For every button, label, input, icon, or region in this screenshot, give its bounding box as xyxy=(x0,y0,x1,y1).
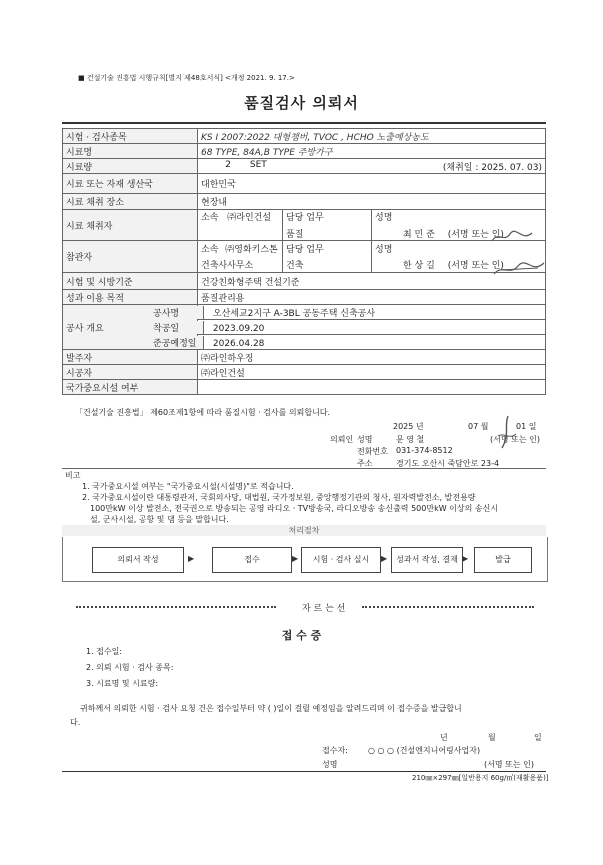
request-statement: 「건설기술 진흥법」 제60조제1항에 따라 품질시험 · 검사를 의뢰합니다. xyxy=(75,408,331,417)
witness-duty-label: 담당 업무 xyxy=(286,245,324,255)
witness-sign-label: (서명 또는 인) xyxy=(447,261,504,271)
requester-addr-value: 경기도 오산시 죽담안로 23-4 xyxy=(396,459,500,468)
project-name-value: 오산세교2지구 A-3BL 공동주택 신축공사 xyxy=(212,308,376,319)
note-2b: 100만kW 이상 발전소, 전국권으로 방송되는 공영 라디오 · TV방송국, 라디오방송 송신출력 500만kW 이상의 송신시 xyxy=(90,504,499,513)
form-reference: ■ 건설기술 진흥법 시행규칙[별지 제48호서식] <개정 2021. 9. 17.> xyxy=(78,74,295,82)
flow-arrow-2: ▶ xyxy=(292,554,299,563)
project-label: 공사 개요 xyxy=(66,323,104,334)
note-2a: 2. 국가중요시설이란 대통령관저, 국회의사당, 대법원, 국가정보원, 중앙행정기관의 청사, 원자력발전소, 발전용량 xyxy=(82,493,476,502)
flow-step-request: 의뢰서 작성 xyxy=(92,547,184,573)
sample-qty-label: 시료량 xyxy=(63,159,198,174)
national-label: 국가중요시설 여부 xyxy=(63,380,198,395)
client-label: 발주자 xyxy=(63,350,198,365)
witness-duty-cell xyxy=(283,241,372,273)
requester-phone-label: 전화번호 xyxy=(357,447,388,456)
collector-duty-value: 품질 xyxy=(286,230,304,240)
collector-name-label: 성명 xyxy=(375,213,393,223)
test-item-label: 시험 · 검사종목 xyxy=(63,129,198,144)
origin-value: 대한민국 xyxy=(198,174,546,194)
client-value: ㈜라인하우징 xyxy=(198,350,546,365)
receiver-value: ○ ○ ○ (건설엔지니어링사업자) xyxy=(368,746,481,755)
origin-label: 시료 또는 자재 생산국 xyxy=(63,174,198,194)
receipt-year: 년 xyxy=(440,733,448,742)
end-label: 준공예정일 xyxy=(151,336,204,349)
sampling-date: (채취일 : 2025. 07. 03) xyxy=(442,162,542,173)
collector-label: 시료 채취자 xyxy=(63,210,198,241)
sample-qty-value: 2 xyxy=(225,159,231,170)
national-value xyxy=(198,380,546,395)
witness-label: 참관자 xyxy=(63,241,198,273)
witness-name-label: 성명 xyxy=(375,245,393,255)
flow-arrow-1: ▶ xyxy=(188,554,195,563)
contractor-label: 시공자 xyxy=(63,365,198,380)
start-value: 2023.09.20 xyxy=(212,323,265,334)
collector-signature xyxy=(488,229,538,245)
receipt-rule xyxy=(62,771,546,772)
receipt-day: 일 xyxy=(534,733,542,742)
flow-title: 처리절차 xyxy=(62,525,546,536)
purpose-label: 성과 이용 목적 xyxy=(63,290,198,305)
receiver-sign-label: (서명 또는 인) xyxy=(484,760,534,769)
flow-step-report: 성과서 작성, 결재 xyxy=(391,547,463,573)
page-title: 품질검사 의뢰서 xyxy=(244,94,359,112)
start-cell xyxy=(153,320,546,335)
collector-sign-label: (서명 또는 인) xyxy=(447,230,504,240)
standard-value: 건강친화형주택 건설기준 xyxy=(198,273,546,290)
notes-rule xyxy=(62,468,546,469)
collector-duty-label: 담당 업무 xyxy=(286,213,324,223)
start-label: 착공일 xyxy=(151,321,204,334)
standard-label: 시험 및 시방기준 xyxy=(63,273,198,290)
place-label: 시료 채취 장소 xyxy=(63,194,198,210)
flow-arrow-3: ▶ xyxy=(381,554,388,563)
collector-affil-label: 소속 xyxy=(201,213,219,223)
witness-affil-value2: 건축사사무소 xyxy=(201,261,254,271)
receipt-item-1: 1. 접수일: xyxy=(86,647,123,656)
requester-signature xyxy=(494,414,518,452)
request-month: 07 월 xyxy=(468,422,489,431)
requester-label: 의뢰인 xyxy=(330,435,354,444)
note-1: 1. 국가중요시설 여부는 "국가중요시설(시설명)"로 적습니다. xyxy=(82,482,294,491)
flow-arrow-4: ▶ xyxy=(462,554,469,563)
witness-affil-value1: ㈜영화키스톤 xyxy=(225,245,278,255)
purpose-value: 품질관리용 xyxy=(198,290,546,305)
request-day: 01 일 xyxy=(516,422,537,431)
cut-line-label: 자 르 는 선 xyxy=(302,604,346,614)
sample-qty-unit: SET xyxy=(249,159,267,170)
witness-affil-cell xyxy=(198,241,283,273)
requester-addr-label: 주소 xyxy=(357,459,373,468)
flow-step-receipt: 접수 xyxy=(212,547,292,573)
collector-name-value: 최 민 준 xyxy=(403,230,435,240)
request-table xyxy=(62,128,546,395)
receipt-text-2: 다. xyxy=(70,718,81,727)
requester-sign-label: (서명 또는 인) xyxy=(490,435,540,444)
cut-line-right xyxy=(362,606,534,608)
collector-duty-cell xyxy=(283,210,372,241)
receipt-text-1: 귀하께서 의뢰한 시험 · 검사 요청 건은 접수일부터 약 ( )일이 걸릴 예정임을 알려드리며 이 접수증을 발급합니 xyxy=(80,704,462,713)
sample-name-label: 시료명 xyxy=(63,144,198,159)
notes-title: 비고 xyxy=(65,471,81,480)
receipt-item-3: 3. 시료명 및 시료량: xyxy=(86,679,159,688)
collector-affil-value: ㈜라인건설 xyxy=(227,213,272,223)
requester-name-value: 문 영 철 xyxy=(396,435,425,444)
contractor-value: ㈜라인건설 xyxy=(198,365,546,380)
witness-duty-value: 건축 xyxy=(286,261,304,271)
receiver-name-label: 성명 xyxy=(322,760,338,769)
receipt-title: 접 수 증 xyxy=(281,629,322,642)
flow-step-issue: 발급 xyxy=(474,547,532,573)
end-value: 2026.04.28 xyxy=(212,338,265,349)
end-cell xyxy=(153,335,546,350)
witness-name-value: 한 상 길 xyxy=(403,261,435,271)
paper-spec: 210㎜×297㎜[일반용지 60g/㎡(재활용품)] xyxy=(412,774,549,782)
request-year: 2025 년 xyxy=(393,422,424,431)
project-name-cell xyxy=(153,305,546,320)
witness-signature xyxy=(492,260,546,278)
place-value: 현장내 xyxy=(198,194,546,210)
title-rule xyxy=(62,122,546,124)
note-2c: 설, 군사시설, 공항 및 댐 등을 말합니다. xyxy=(90,515,229,524)
receiver-label: 접수자: xyxy=(322,746,348,755)
collector-affil-cell xyxy=(198,210,283,241)
project-name-label: 공사명 xyxy=(151,306,204,319)
cut-line-left xyxy=(76,606,276,608)
flow-step-test: 시험 · 검사 실시 xyxy=(301,547,381,573)
witness-affil-label: 소속 xyxy=(201,245,219,255)
sample-qty-cell xyxy=(198,159,546,174)
sample-name-value: 68 TYPE, 84A,B TYPE 주방가구 xyxy=(198,144,546,159)
test-item-value: KS I 2007:2022 대형챔버, TVOC , HCHO 노출예상농도 xyxy=(198,129,546,144)
requester-name-label: 성명 xyxy=(357,435,373,444)
receipt-month: 월 xyxy=(488,733,496,742)
requester-phone-value: 031-374-8512 xyxy=(396,446,453,455)
receipt-item-2: 2. 의뢰 시험 · 검사 종목: xyxy=(86,663,174,672)
